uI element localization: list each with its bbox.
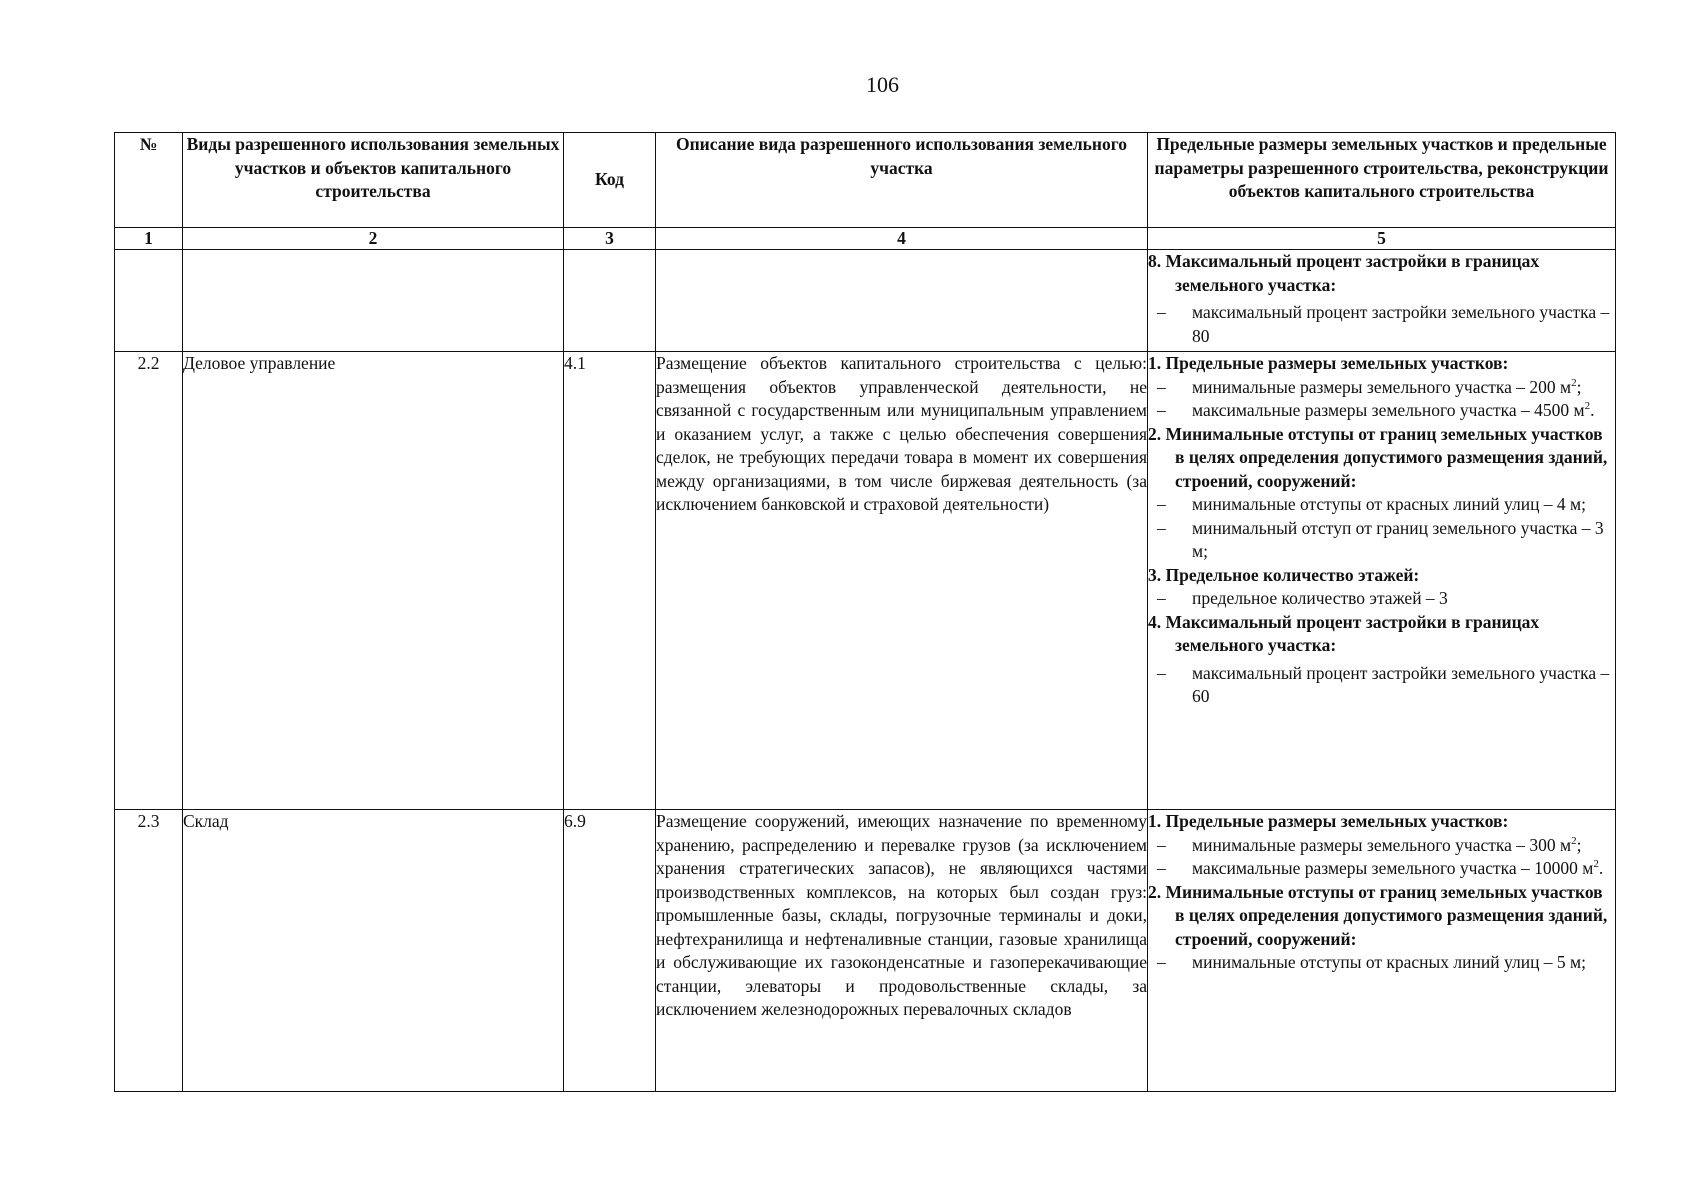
column-number: 5 bbox=[1148, 228, 1616, 250]
list-item: – минимальные отступы от красных линий улиц – 4 м; bbox=[1157, 494, 1586, 514]
header-number: № bbox=[115, 133, 183, 228]
column-number: 3 bbox=[564, 228, 656, 250]
column-number: 1 bbox=[115, 228, 183, 250]
column-number: 4 bbox=[656, 228, 1148, 250]
page-number: 106 bbox=[866, 72, 899, 97]
section-title: 3. Предельное количество этажей: bbox=[1148, 564, 1420, 585]
table-header-row bbox=[115, 133, 1616, 228]
use-description: Размещение сооружений, имеющих назначение по временному хранению, распределению и перевалке грузов (за исключением хранения стратегических запасов), не являющихся частями производственных комплексов, на которых был создан груз: промышленные базы, склады, погрузочные терминалы и доки, нефтехранилища и нефтеналивные станции, газовые хранилища и обслуживающие их газоконденсатные и газоперекачивающие станции, элеваторы и продовольственные склады, за исключением железнодорожных перевалочных складов bbox=[656, 810, 1148, 1092]
header-code: Код bbox=[564, 133, 656, 228]
section-title: 2. Минимальные отступы от границ земельных участков в целях определения допустимого размещения зданий, строений, сооружений: bbox=[1148, 423, 1608, 491]
header-parameters: Предельные размеры земельных участков и предельные параметры разрешенного строительства, реконструкции объектов капитального строительства bbox=[1148, 133, 1616, 228]
row-number: 2.3 bbox=[115, 810, 183, 1092]
use-type-name: Деловое управление bbox=[183, 352, 564, 810]
header-use-types: Виды разрешенного использования земельных участков и объектов капитального строительства bbox=[183, 133, 564, 228]
row-number: 2.2 bbox=[115, 352, 183, 810]
section-title: 8. Максимальный процент застройки в границах земельного участка: bbox=[1148, 251, 1540, 295]
section-title: 1. Предельные размеры земельных участков: bbox=[1148, 353, 1509, 373]
parameters-cell bbox=[1148, 810, 1616, 1092]
column-number: 2 bbox=[183, 228, 564, 250]
use-code: 4.1 bbox=[564, 352, 656, 810]
list-item: – максимальный процент застройки земельного участка – 80 bbox=[1157, 302, 1610, 346]
use-type-name: Склад bbox=[183, 810, 564, 1092]
list-item: – максимальный процент застройки земельного участка – 60 bbox=[1157, 662, 1610, 706]
list-item: – минимальные отступы от красных линий улиц – 5 м; bbox=[1157, 952, 1586, 972]
use-description: Размещение объектов капитального строительства с целью: размещения объектов управленческой деятельности, не связанной с государственным или муниципальным управлением и оказанием услуг, а также с целью обеспечения совершения сделок, не требующих передачи товара в момент их совершения между организациями, в том числе биржевая деятельность (за исключением банковской и страховой деятельности) bbox=[656, 352, 1148, 810]
section-title: 4. Максимальный процент застройки в границах земельного участка: bbox=[1148, 611, 1540, 655]
list-item: – минимальные размеры земельного участка – 300 $м^2$; bbox=[1157, 834, 1582, 855]
list-item: – максимальные размеры земельного участка – 10000 $м^2$. bbox=[1157, 858, 1604, 878]
table-row bbox=[115, 810, 1616, 1092]
column-number-row bbox=[115, 228, 1616, 250]
section-title: 2. Минимальные отступы от границ земельных участков в целях определения допустимого размещения зданий, строений, сооружений: bbox=[1148, 881, 1608, 949]
land-use-table bbox=[114, 132, 1616, 1092]
list-item: – максимальные размеры земельного участка – 4500 $м^2$. bbox=[1157, 400, 1595, 420]
list-item: – минимальные размеры земельного участка – 200 $м^2$; bbox=[1157, 376, 1582, 397]
use-code: 6.9 bbox=[564, 810, 656, 1092]
table-row-continued bbox=[115, 250, 1616, 352]
list-item: – минимальный отступ от границ земельного участка – 3 м; bbox=[1157, 517, 1604, 561]
header-description: Описание вида разрешенного использования земельного участка bbox=[656, 133, 1148, 228]
parameters-cell bbox=[1148, 352, 1616, 810]
list-item: – предельное количество этажей – 3 bbox=[1157, 588, 1448, 608]
section-title: 1. Предельные размеры земельных участков: bbox=[1148, 811, 1509, 831]
parameters-cell bbox=[1148, 250, 1616, 352]
table-row bbox=[115, 352, 1616, 810]
